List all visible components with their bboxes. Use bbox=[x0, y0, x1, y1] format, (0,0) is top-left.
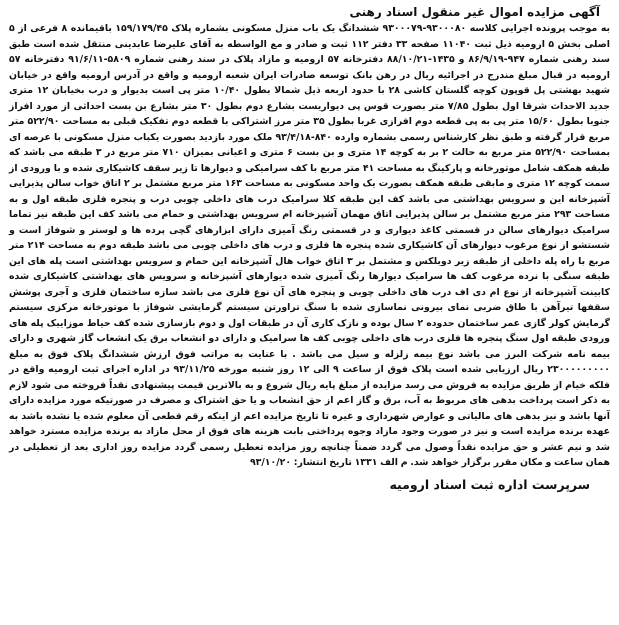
notice-title: آگهی مزایده اموال غیر منقول اسناد رهنی bbox=[349, 5, 600, 19]
notice-signature: سرپرست اداره ثبت اسناد ارومیه bbox=[389, 476, 590, 492]
notice-body: به موجب پرونده اجرایی کلاسه ۹۳۰۰۰۸۰-۹۳۰۰۰۷۹ ششدانگ یک باب منزل مسکونی بشماره پلاک ۱۵۹/۱۷۹/۴۵ باقیمانده ۸ فرعی از ۵ اصلی بخش ۵ ارومیه ذیل ثبت ۱۱۰۴۰ صفحه ۳۳ دفتر ۱۱۲ ثبت و صادر و مع الواسطه به آقای علیرضا عابدینی منتقل شده است طبق سند رهنی شماره ۹۴۷-۸۶/۹/۱۹ و ۱۴۳۵-۸۸/۱۰/۲۱ دفترخانه ۵۷ ارومیه و مازاد پلاک در سند رهنی شماره ۵۸۰۹-۹۱/۶/۱۱ دفترخانه ۵۷ ارومیه در قبال مبلغ مندرج در اجرائیه ریال در رهن بانک توسعه صادرات ایران شعبه ارومیه و واقع در آدرس ارومیه واقع در خیابان شهید بهشتی پل قوپون کوچه گلستان کاشی ۲۸ با حدود اربعه ذیل شمالا بطول ۱۰/۴۰ متر پی است بدیوار و درب بخیابان ۱۲ متری جدید الاحداث شرقا اول بطول ۷/۸۵ متر بصورت قوس پی دیواریست بشارع دوم بطول ۳۰ متر بشارع بن بست احداثی از مورد افراز جنوبا بطول ۱۵/۶۰ متر پی به پی قطعه دوم افرازی غربا بطول ۳۵ متر مرز اشتراکی با قطعه دوم تفکیک قبلی به مساحت ۵۲۲/۹۰ متر مربع قرار گرفته و طبق نظر کارشناس رسمی بشماره وارده ۸۴۰-۹۳/۴/۱۸ ملک مورد بازدید بصورت یکباب منزل مسکونی با عرصه ای بمساحت ۵۲۲/۹۰ متر مربع به حالت ۲ بر به کوچه ۱۴ متری و بن بست ۶ متری و اعیانی بمیزان ۷۱۰ متر مربع در ۳ طبقه می باشد که طبقه همکف شامل موتورخانه و پارکینگ به مساحت ۴۱ متر مربع با کف سرامیکی و دیوارها تا زیر سقف کاشیکاری شده و با ورودی از سمت کوچه ۱۲ متری و مابقی طبقه همکف بصورت یک واحد مسکونی به مساحت ۱۶۳ متر مربع مشتمل بر ۲ اتاق خواب سالن پذیرایی آشپزخانه این و سرویس بهداشتی می باشد کف این طبقه کلا سرامیک درب های داخلی چوبی درب و پنجره فلزی طبقه اول و به مساحت ۲۹۳ متر مربع مشتمل بر سالن پذیرایی اتاق مهمان آشپزخانه ام سرویس بهداشتی و حمام می باشد کف این طبقه نیز تماما سرامیک دیوارهای سالن در قسمتی کاغذ دیواری و در قسمتی رنگ آمیزی دارای ابزارهای گچی پرده ها و لوستر و شوفاژ است و شستشو از نوع مرغوب دیوارهای آن کاشیکاری شده پنجره ها فلزی و درب های داخلی چوبی می باشد طبقه دوم به مساحت ۲۱۴ متر مربع با راه پله داخلی از طبقه زیر دوبلکس و مشتمل بر ۳ اتاق خواب هال آشپزخانه این حمام و سرویس بهداشتی است پله های این طبقه سنگی با نرده مرغوب کف ها سرامیک دیوارها رنگ آمیزی شده دیوارهای آشپزخانه و سرویس های بهداشتی کاشیکاری شده کابینت آشپزخانه از نوع ام دی اف درب های داخلی چوبی و پنجره های آن نوع فلزی می باشد سازه ساختمان فلزی و آجری پوشش سقفها تیرآهن با طاق ضربی نمای بیرونی نماسازی شده با سنگ تراورتن سیستم گرمایشی شوفاژ با موتورخانه مرکزی سیستم گرمایش کولر گازی عمر ساختمان حدوده ۲ سال بوده و نازک کاری آن در طبقات اول و دوم بازسازی شده کف حیاط موزاییک پله های ورودی طبقه اول سنگ پنجره ها فلزی درب های داخلی چوبی کف ها سرامیک و دارای دو انشعاب برق یک انشعاب گاز شهری و دارای بیمه نامه شرکت البرز می باشد نوع بیمه زلزله و سیل می باشد . با عنایت به مراتب فوق ارزش ششدانگ پلاک فوق به مبلغ ۲۳۰۰۰۰۰۰۰۰۰ ریال ارزیابی شده است پلاک فوق از ساعت ۹ الی ۱۲ روز شنبه مورخه ۹۳/۱۱/۲۵ در اداره اجرای ثبت ارومیه واقع در فلکه خیام از طریق مزایده به فروش می رسد مزایده از مبلغ پایه ریال شروع و به بالاترین قیمت پیشنهادی نقداً فروخته می شود لازم به ذکر است پرداخت بدهی های مربوط به آب، برق و گاز اعم از حق انشعاب و یا حق اشتراک و مصرف در صورتیکه مورد مزایده دارای آنها باشد و نیز بدهی های مالیاتی و عوارض شهرداری و غیره تا تاریخ مزایده اعم از اینکه رقم قطعی آن معلوم شده یا نشده باشد به عهده برنده مزایده است و نیز در صورت وجود مازاد وجوه پرداختی بابت هزینه های فوق از محل مازاد به برنده مزایده مسترد خواهد شد و نیم عشر و حق مزایده نقداً وصول می گردد ضمناً چنانچه روز مزایده تعطیل رسمی گردد مزایده روز اداری بعد از تعطیلی در همان ساعت و مکان مقرر برگزار خواهد شد. م الف ۱۳۳۱ تاریخ انتشار: ۹۳/۱۰/۲۰ bbox=[9, 23, 611, 468]
